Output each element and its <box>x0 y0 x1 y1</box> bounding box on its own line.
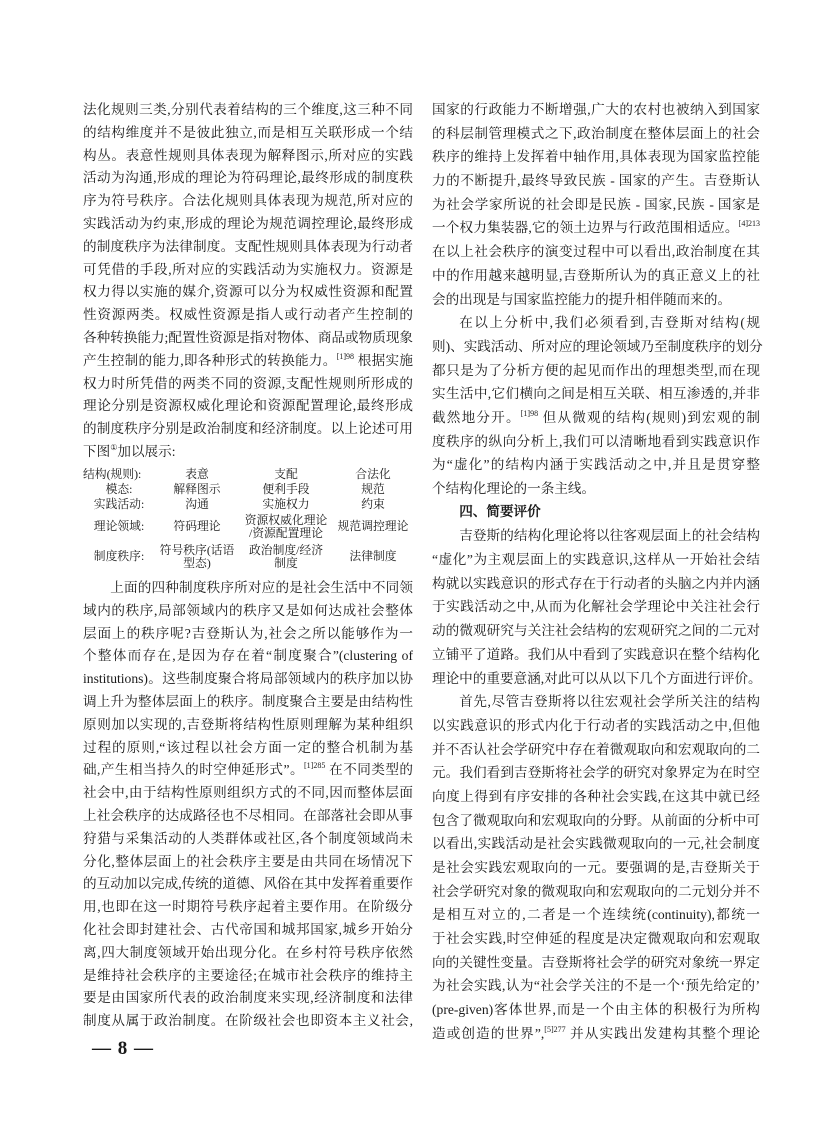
text-line: 域内的秩序,局部领域内的秩序又是如何达成社会整体 <box>83 602 413 618</box>
table-cell: 沟通 <box>185 497 209 511</box>
text-line: 的互动加以完成,传统的道德、风俗在其中发挥着重要作 <box>83 876 413 892</box>
text-line: 法化规则三类,分别代表着结构的三个维度,这三种不同 <box>83 102 413 117</box>
text-segment: 但从微观的结构(规则)到宏观的制 <box>538 409 761 425</box>
text-line: 理论中的重要意涵,对此可以从以下几个方面进行评价。 <box>432 670 762 686</box>
text-segment: 产生控制的能力,即各种形式的转换能力。 <box>83 352 337 368</box>
text-line: (pre-given)客体世界,而是一个由主体的积极行为所构 <box>432 1002 760 1018</box>
text-line: 于实践活动之中,从而为化解社会学理论中关注社会行 <box>432 599 760 615</box>
text-line: 是社会实践宏观取向的一元。要强调的是,吉登斯关于 <box>432 860 760 875</box>
text-line: 首先,尽管吉登斯将以往宏观社会学所关注的结构 <box>459 694 760 710</box>
text-segment: 截然地分开。 <box>432 409 521 425</box>
text-line <box>432 406 760 430</box>
text-line: 实生活中,它们横向之间是相互关联、相互渗透的,并非 <box>432 386 760 402</box>
text-line <box>83 350 413 373</box>
text-line: 并不否认社会学研究中存在着微观取向和宏观取向的二 <box>432 741 760 757</box>
text-line: 动的微观研究与关注社会结构的宏观研究之间的二元对 <box>432 623 760 639</box>
text-segment: 造或创造的世界”, <box>432 1025 545 1041</box>
text-line: 的制度秩序分别是政治制度和经济制度。以上论述可用 <box>83 421 413 437</box>
table-row-label: 结构(规则): <box>83 466 142 481</box>
text-line: 序为符号秩序。合法化规则具体表现为规范,所对应的 <box>83 193 413 209</box>
text-line: “虚化”为主观层面上的实践意识,这样从一开始社会结 <box>432 552 760 568</box>
text-line: 制度从属于政治制度。在阶级社会也即资本主义社会, <box>83 1013 413 1029</box>
text-line: 的科层制管理模式之下,政治制度在整体层面上的社会 <box>432 125 760 141</box>
text-line: 会的出现是与国家监控能力的提升相伴随而来的。 <box>432 291 732 307</box>
text-line: 构丛。表意性规则具体表现为解释图示,所对应的实践 <box>83 147 413 163</box>
table-cell: 解释图示 <box>173 482 221 496</box>
text-line: 的结构维度并不是彼此独立,而是相互关联形成一个结 <box>83 124 413 140</box>
table-cell: 约束 <box>361 497 385 511</box>
text-line <box>83 759 413 782</box>
text-segment: 并从实践出发建构其整个理论 <box>565 1025 760 1041</box>
table-cell: 政治制度/经济 制度 <box>248 542 324 570</box>
text-line: 狩猎与采集活动的人类群体或社区,各个制度领域尚未 <box>83 830 413 846</box>
text-line <box>83 441 413 464</box>
text-line: 是相互对立的,二者是一个连续统(continuity),都统一 <box>432 907 760 923</box>
text-segment: 础,产生相当持久的时空伸延形式”。 <box>83 762 304 778</box>
left-column-bottom-text <box>83 577 413 1033</box>
text-line: institutions)。这些制度聚合将局部领域内的秩序加以协 <box>83 671 413 687</box>
table-cell: 资源权威化理论 /资源配置理论 <box>244 512 328 540</box>
text-line: 原则加以实现的,吉登斯将结构性原则理解为某种组织 <box>83 716 413 732</box>
table-row-label: 实践活动: <box>93 497 145 511</box>
citation-superscript: ① <box>110 442 118 452</box>
text-line: 离,四大制度领域开始出现分化。在乡村符号秩序依然 <box>83 944 413 960</box>
text-line: 权力得以实施的媒介,资源可以分为权威性资源和配置 <box>83 284 413 300</box>
table-cell: 支配 <box>274 466 298 481</box>
text-line: 为“虚化”的结构内涵于实践活动之中,并且是贯穿整 <box>432 457 760 473</box>
text-line: 过程的原则,“该过程以社会方面一定的整合机制为基 <box>83 739 413 755</box>
text-line: 立铺平了道路。我们从中看到了实践意识在整个结构化 <box>432 646 760 662</box>
text-line: 国家的行政能力不断增强,广大的农村也被纳入到国家 <box>432 102 760 117</box>
text-line: 吉登斯的结构化理论将以往客观层面上的社会结构 <box>459 528 760 544</box>
table-row-label: 制度秩序: <box>93 549 145 563</box>
text-segment: 根据实施 <box>354 352 413 368</box>
citation-superscript: [1]285 <box>304 761 326 771</box>
text-segment: 下图 <box>83 443 111 459</box>
citation-superscript: [1]98 <box>336 351 355 361</box>
text-line: 力的不断提升,最终导致民族 - 国家的产生。吉登斯认 <box>432 173 760 189</box>
right-column-text <box>432 98 763 1046</box>
text-line: 化社会即封建社会、古代帝国和城邦国家,城乡开始分 <box>83 921 413 937</box>
text-line: 为社会学家所说的社会即是民族 - 国家,民族 - 国家是 <box>432 196 760 212</box>
table-cell: 实施权力 <box>262 497 310 511</box>
table-cell: 规范 <box>361 482 385 496</box>
text-line: 度秩序的纵向分析上,我们可以清晰地看到实践意识作 <box>432 433 760 449</box>
text-line: 向度上得到有序安排的各种社会实践,在这其中就已经 <box>432 788 760 804</box>
text-line: 要是由国家所代表的政治制度来实现,经济制度和法律 <box>83 990 413 1006</box>
left-column-top-text <box>83 99 413 464</box>
text-line <box>432 1022 760 1046</box>
table-cell: 表意 <box>185 466 209 481</box>
text-line: 是维持社会秩序的主要途径;在城市社会秩序的维持主 <box>83 967 413 983</box>
table-cell: 符码理论 <box>173 519 221 533</box>
text-line: 在以上社会秩序的演变过程中可以看出,政治制度在其 <box>432 244 760 260</box>
table-cell: 法律制度 <box>349 549 397 563</box>
text-line: 用,也即在这一时期符号秩序起着主要作用。在阶级分 <box>83 899 413 915</box>
citation-superscript: [5]277 <box>544 1024 566 1034</box>
text-line: 层面上的秩序呢?吉登斯认为,社会之所以能够作为一 <box>83 625 413 641</box>
text-line: 上社会秩序的达成路径也不尽相同。在部落社会即从事 <box>83 807 413 823</box>
table-cell: 规范调控理论 <box>337 519 409 533</box>
text-line: 为社会实践,认为“社会学关注的不是一个‘预先给定的’ <box>432 978 760 994</box>
text-line: 中的作用越来越明显,吉登斯所认为的真正意义上的社 <box>432 267 760 283</box>
text-line: 调上升为整体层面上的秩序。制度聚合主要是由结构性 <box>83 693 413 709</box>
text-line: 都只是为了分析方便的起见而作出的理想类型,而在现 <box>432 362 760 378</box>
text-line: 的制度秩序为法律制度。支配性规则具体表现为行动者 <box>83 238 413 254</box>
text-line: 上面的四种制度秩序所对应的是社会生活中不同领 <box>110 580 413 595</box>
text-line: 包含了微观取向和宏观取向的分野。从前面的分析中可 <box>432 812 760 828</box>
structure-scheme-table <box>83 466 413 572</box>
table-row-label: 理论领域: <box>93 519 145 533</box>
table-row-label: 模态: <box>105 482 133 496</box>
text-line: 实践活动为约束,形成的理论为规范调控理论,最终形成 <box>83 215 413 231</box>
text-line: 社会中,由于结构性原则组织方式的不同,因而整体层面 <box>83 785 413 801</box>
text-line: 可凭借的手段,所对应的实践活动为实施权力。资源是 <box>83 261 413 277</box>
text-line: 则)、实践活动、所对应的理论领域乃至制度秩序的划分 <box>432 338 763 354</box>
text-line: 向的关键性变量。吉登斯将社会学的研究对象统一界定 <box>432 954 760 970</box>
text-line: 元。我们看到吉登斯将社会学的研究对象界定为在时空 <box>432 765 760 781</box>
text-segment: 在不同类型的 <box>325 762 413 778</box>
text-segment: 加以展示: <box>117 443 176 459</box>
text-line: 以实践意识的形式内化于行动者的实践活动之中,但他 <box>432 717 760 733</box>
section-heading: 四、简要评价 <box>459 503 541 520</box>
text-line: 社会学研究对象的微观取向和宏观取向的二元划分并不 <box>432 883 760 899</box>
text-line: 秩序的维持上发挥着中轴作用,具体表现为国家监控能 <box>432 149 760 165</box>
text-line: 个整体而存在,是因为存在着“制度聚合”(clustering of <box>83 648 413 664</box>
text-line <box>432 216 760 240</box>
text-line: 理论分别是资源权威化理论和资源配置理论,最终形成 <box>83 398 413 414</box>
text-line: 以看出,实践活动是社会实践微观取向的一元,社会制度 <box>432 836 760 852</box>
table-cell: 合法化 <box>355 466 391 481</box>
citation-superscript: [4]213 <box>738 219 760 229</box>
text-line: 权力时所凭借的两类不同的资源,支配性规则所形成的 <box>83 375 413 391</box>
text-line: 分化,整体层面上的社会秩序主要是由共同在场情况下 <box>83 853 413 869</box>
text-line: 在以上分析中,我们必须看到,吉登斯对结构(规 <box>459 315 760 331</box>
citation-superscript: [1]98 <box>520 408 539 418</box>
table-cell: 便利手段 <box>262 482 310 496</box>
text-segment: 一个权力集装器,它的领土边界与行政范围相适应。 <box>432 220 739 236</box>
text-line: 个结构化理论的一条主线。 <box>432 481 596 496</box>
text-line: 构就以实践意识的形式存在于行动者的头脑之内并内涵 <box>432 575 760 591</box>
text-line: 各种转换能力;配置性资源是指对物体、商品或物质现象 <box>83 329 414 345</box>
table-cell: 符号秩序(话语 型态) <box>159 542 235 570</box>
text-line: 性资源两类。权威性资源是指人或行动者产生控制的 <box>83 307 413 323</box>
text-line: 活动为沟通,形成的理论为符码理论,最终形成的制度秩 <box>83 170 413 186</box>
text-line: 于社会实践,时空伸延的程度是决定微观取向和宏观取 <box>432 931 760 947</box>
page-number: — 8 — <box>92 1038 154 1059</box>
